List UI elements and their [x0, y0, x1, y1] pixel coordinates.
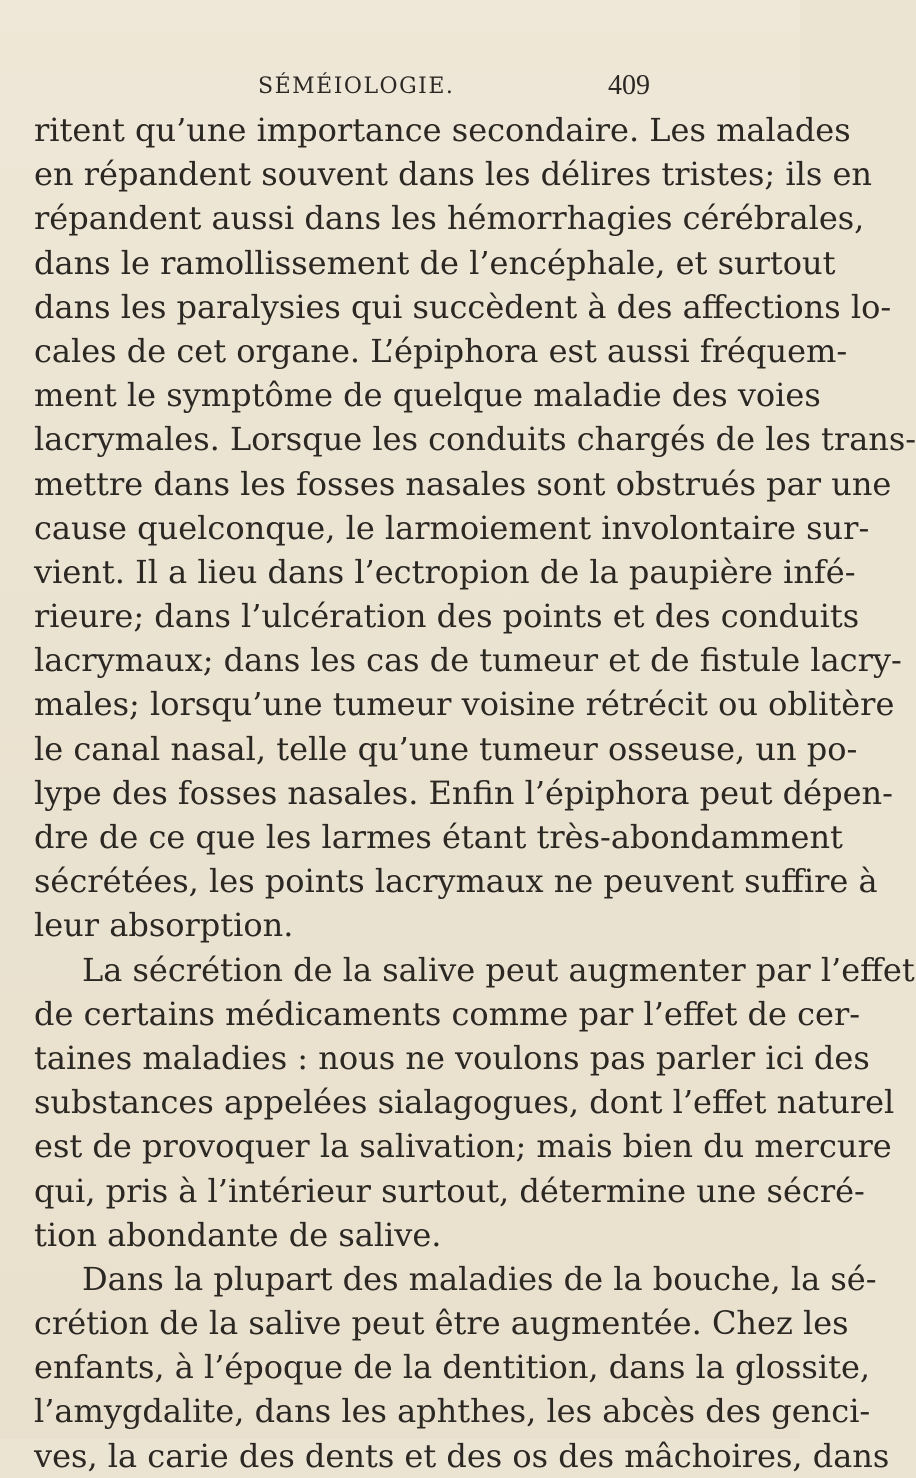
text-line: répandent aussi dans les hémorrhagies cérébrales,: [34, 199, 865, 238]
text-line: enfants, à l’époque de la dentition, dans la glossite,: [34, 1348, 871, 1387]
text-line: La sécrétion de la salive peut augmenter par l’effet: [82, 950, 915, 989]
text-line: lype des fosses nasales. Enfin l’épiphora peut dépen-: [34, 773, 893, 812]
text-line: est de provoquer la salivation; mais bien du mercure: [34, 1127, 892, 1166]
text-line: le canal nasal, telle qu’une tumeur osseuse, un po-: [34, 729, 858, 768]
text-line: lacrymaux; dans les cas de tumeur et de fistule lacry-: [34, 641, 902, 680]
text-line: mettre dans les fosses nasales sont obstrués par une: [34, 464, 892, 503]
text-line: cales de cet organe. L’épiphora est aussi fréquem-: [34, 331, 848, 370]
text-line: ves, la carie des dents et des os des mâchoires, dans: [34, 1436, 890, 1475]
text-line: leur absorption.: [34, 906, 294, 945]
text-line: ritent qu’une importance secondaire. Les malades: [34, 111, 851, 149]
text-line: males; lorsqu’une tumeur voisine rétrécit ou oblitère: [34, 685, 895, 724]
text-line: tion abondante de salive.: [34, 1215, 442, 1254]
text-line: cause quelconque, le larmoiement involontaire sur-: [34, 508, 870, 547]
running-title: SÉMÉIOLOGIE.: [258, 74, 455, 99]
text-line: taines maladies : nous ne voulons pas parler ici des: [34, 1038, 870, 1077]
text-line: dans le ramollissement de l’encéphale, et surtout: [34, 243, 836, 282]
text-line: dans les paralysies qui succèdent à des affections lo-: [34, 287, 892, 326]
text-line: substances appelées sialagogues, dont l’effet naturel: [34, 1083, 895, 1122]
text-line: qui, pris à l’intérieur surtout, détermine une sécré-: [34, 1171, 865, 1210]
body-text: [34, 108, 916, 1478]
text-line: sécrétées, les points lacrymaux ne peuvent suffire à: [34, 862, 878, 901]
text-line: vient. Il a lieu dans l’ectropion de la paupière infé-: [34, 552, 856, 591]
text-line: rieure; dans l’ulcération des points et des conduits: [34, 597, 860, 636]
page-number: 409: [608, 70, 650, 101]
text-line: dre de ce que les larmes étant très-abondamment: [34, 818, 843, 856]
text-line: crétion de la salive peut être augmentée. Chez les: [34, 1304, 849, 1343]
text-line: de certains médicaments comme par l’effet de cer-: [34, 994, 861, 1033]
text-line: en répandent souvent dans les délires tristes; ils en: [34, 155, 872, 194]
text-line: ment le symptôme de quelque maladie des voies: [34, 376, 821, 415]
text-line: Dans la plupart des maladies de la bouche, la sé-: [82, 1259, 877, 1298]
text-line: lacrymales. Lorsque les conduits chargés de les trans-: [34, 420, 916, 459]
text-line: l’amygdalite, dans les aphthes, les abcès des genci-: [34, 1392, 871, 1431]
